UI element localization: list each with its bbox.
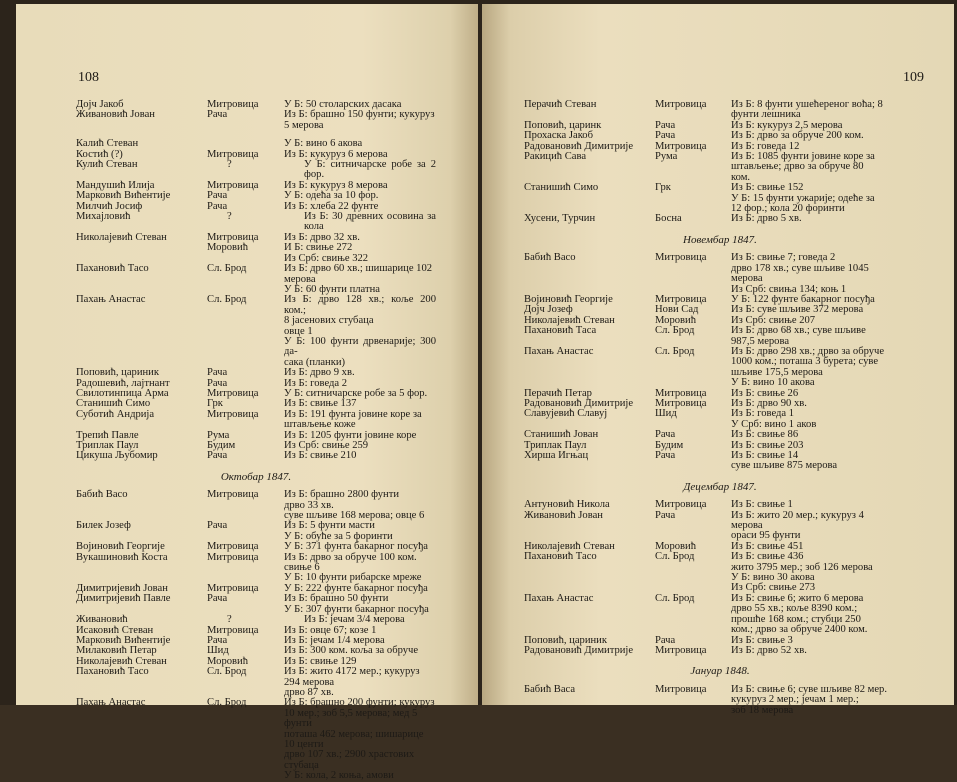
trader-name: Милаковић Петар [76, 645, 157, 657]
goods-description: Из Б: дрво за обруче 100 ком. свиње 6 [284, 551, 417, 574]
trader-name: Триплак Паул [524, 439, 587, 451]
ledger-row [524, 646, 916, 656]
trader-name: Живановић [76, 614, 128, 626]
goods-description: У Б: 100 фунти дрвенарије; 300 да- сака (планки) [284, 335, 436, 368]
goods-description: Из Б: брашно 50 фунти [284, 593, 389, 605]
trader-name: Перачић Петар [524, 387, 592, 399]
trader-name: Хирша Игњац [524, 450, 589, 461]
goods-description: У Б: одећа за 10 фор. [284, 190, 379, 202]
goods-description: Из Б: дрво 298 хв.; дрво за обруче 1000 ком.; поташа 3 бурета; суве шљиве 175,5 мерова У Б: вино 10 акова [731, 345, 885, 389]
goods-description: У Б: 60 фунти платна [284, 283, 380, 295]
ledger-row [76, 233, 436, 243]
ledger-row [76, 295, 436, 337]
trader-name: Радовановић Димитрије [524, 644, 634, 656]
trader-place: Рача [207, 377, 228, 389]
trader-place: Рача [655, 429, 676, 441]
goods-description: У Б: 222 фунте бакарног посуђа [284, 582, 428, 594]
goods-description: Из Б: 191 фунта јовине коре за штављење коже [284, 408, 422, 431]
trader-place: Сл. Брод [655, 325, 695, 337]
goods-description: Из Б: свиње 436 жито 3795 мер.; зоб 126 мерова У Б: вино 30 акова Из Срб: свиње 273 [731, 551, 873, 594]
trader-place: Рача [207, 634, 228, 646]
trader-place: Митровица [655, 644, 707, 656]
trader-name: Пахановић Тасо [76, 666, 149, 678]
trader-place: Нови Сад [655, 304, 699, 316]
trader-name: Кулић Стеван [76, 159, 138, 171]
trader-place: Шид [207, 645, 229, 657]
trader-place: Моровић [207, 242, 249, 254]
trader-place: Митровица [207, 387, 259, 399]
month-heading: Новембар 1847. [683, 233, 757, 246]
goods-description: Из Б: дрво 90 хв. [731, 397, 807, 409]
trader-name: Славујевић Славуј [524, 408, 608, 420]
goods-description: У Б: 10 фунти рибарске мреже [284, 572, 422, 584]
trader-name: Бабић Васа [524, 683, 576, 695]
ledger-row [524, 326, 916, 347]
trader-name: Војиновић Георгије [76, 541, 165, 553]
ledger-row [76, 368, 436, 378]
trader-place: Митровица [207, 582, 259, 594]
goods-description: Из Б: жито 20 мер.; кукуруз 4 мерова ораси 95 фунти [731, 509, 864, 542]
goods-description: Из Б: дрво 9 хв. [284, 367, 355, 379]
trader-place: Рача [207, 520, 228, 532]
trader-name: Марковић Вићентије [76, 634, 171, 646]
trader-place: Митровица [655, 99, 707, 110]
trader-name: Радошевић, лајтнант [76, 377, 170, 389]
trader-place: Митровица [207, 541, 259, 553]
trader-name: Свилотинпица Арма [76, 387, 169, 399]
trader-place: Рума [655, 151, 678, 163]
trader-name: Станишић Јован [524, 429, 599, 441]
trader-name: Пахањ Анастас [76, 697, 146, 709]
trader-name: Милчић Јосиф [76, 200, 143, 212]
trader-name: Пахањ Анастас [524, 592, 594, 604]
ledger-row [76, 160, 436, 181]
goods-description: Из Срб: свиње 259 [284, 440, 369, 451]
page-number: 109 [903, 70, 924, 85]
trader-place: Будим [207, 440, 236, 451]
trader-place: Рача [207, 200, 228, 212]
trader-name: Ракицић Сава [524, 151, 587, 163]
trader-place: Будим [655, 439, 684, 451]
trader-place: ? [227, 211, 232, 223]
ledger-row [524, 100, 916, 121]
trader-name: Костић (?) [76, 148, 123, 160]
trader-name: Трепић Павле [76, 429, 139, 441]
ledger-row [76, 264, 436, 285]
trader-place: Рача [655, 634, 676, 646]
trader-name: Поповић, цариник [76, 367, 160, 379]
goods-description: У Б: вино 6 акова [284, 138, 363, 150]
trader-name: Станишић Симо [76, 398, 151, 410]
trader-name: Билек Јозеф [76, 520, 131, 532]
trader-place: Митровица [655, 683, 707, 695]
goods-description: У Б: 371 фунта бакарног посуђа [284, 541, 428, 553]
trader-name: Дојч Јакоб [76, 99, 124, 110]
goods-description: Из Б: свиње 14 суве шљиве 875 мерова [731, 450, 838, 472]
goods-description: Из Б: жито 4172 мер.; кукуруз 294 мерова дрво 87 хв. [284, 666, 420, 698]
page-number: 108 [78, 70, 99, 85]
trader-place: Шид [655, 408, 677, 420]
trader-name: Дојч Јозеф [524, 304, 573, 316]
ledger-row [76, 243, 436, 253]
trader-name: Димитријевић Јован [76, 582, 168, 594]
trader-name: Живановић Јован [524, 509, 603, 521]
ledger-row [524, 253, 916, 295]
trader-name: Поповић, царинк [524, 119, 602, 131]
trader-place: ? [227, 159, 232, 171]
trader-name: Вукашиновић Коста [76, 551, 168, 563]
ledger-row [524, 594, 916, 636]
goods-description: Из Б: дрво 32 хв. [284, 231, 360, 243]
goods-description: Из Б: дрво за обруче 200 ком. [731, 130, 864, 142]
ledger-row [524, 183, 916, 214]
goods-description: Из Б: свиње 1 [731, 499, 793, 511]
trader-place: Рача [207, 450, 228, 462]
goods-description: Из Б: свиње 451 [731, 540, 804, 552]
trader-place: Сл. Брод [207, 294, 247, 306]
trader-name [76, 337, 207, 368]
goods-description: Из Б: 30 древних осовина за кола [304, 211, 436, 233]
goods-description: Из Б: 8 фунти ушећереног воћа; 8 фунти лешника [731, 99, 883, 121]
trader-name: Николајевић Стеван [76, 231, 167, 243]
trader-place [207, 605, 284, 615]
goods-description: Из Срб: свиње 207 [731, 314, 816, 326]
trader-place [207, 771, 284, 781]
trader-name: Калић Стеван [76, 138, 139, 150]
trader-place: Митровица [207, 489, 259, 501]
trader-name: Пахањ Анастас [524, 345, 594, 357]
trader-name: Цикуша Љубомир [76, 450, 158, 462]
trader-place: Рача [655, 130, 676, 142]
trader-name: Мандушић Илија [76, 179, 155, 191]
trader-name: Пахановић Таса [524, 325, 597, 337]
trader-name: Живановић Јован [76, 109, 155, 121]
trader-name: Михајловић [76, 211, 131, 223]
trader-place: ? [227, 614, 232, 626]
trader-place: Митровица [655, 387, 707, 399]
trader-name: Радовановић Димитрије [524, 397, 634, 409]
trader-name: Пахановић Тасо [76, 263, 149, 275]
trader-name: Пахањ Анастас [76, 294, 146, 306]
trader-place: Митровица [207, 624, 259, 636]
ledger-row [76, 337, 436, 368]
goods-description: Из Б: брашно 200 фунти; кукуруз 10 мер.; зоб 5,5 мерова; мед 5 фунти поташа 462 мерова; шишарице 10 центи дрво 107 хв.; 2900 храстових стубаца [284, 697, 435, 771]
goods-description: У Б: кола, 2 коња, амови [284, 770, 394, 782]
trader-place: Босна [655, 213, 682, 225]
goods-description: Из Б: дрво 5 хв. [731, 213, 802, 225]
goods-description: У Б: обуће за 5 форинти [284, 530, 393, 542]
goods-description: Из Б: говеда 2 [284, 377, 348, 389]
trader-place: Митровица [207, 551, 259, 563]
trader-name: Исаковић Стеван [76, 624, 154, 636]
ledger-entries [76, 100, 436, 782]
trader-place: Митровица [655, 499, 707, 511]
goods-description: Из Б: 5 фунти масти [284, 520, 375, 532]
goods-description: Из Б: свиње 152 У Б: 15 фунти ужарије; одеће за 12 фор.; кола 20 форинти [731, 182, 875, 215]
goods-description: Из Б: свиње 210 [284, 450, 357, 462]
ledger-row [524, 451, 916, 472]
trader-place: Рача [655, 119, 676, 131]
trader-place: Сл. Брод [655, 551, 695, 563]
trader-place: Сл. Брод [207, 263, 247, 275]
goods-description: Из Б: свиње 26 [731, 387, 799, 399]
goods-description: Из Б: свиње 6; жито 6 мерова дрво 55 хв.; коље 8390 ком.; прошће 168 ком.; стубци 250 ком.; дрво за обруче 2400 ком. [731, 592, 868, 636]
ledger-row [524, 552, 916, 594]
goods-description: Из Б: говеда 12 [731, 140, 800, 152]
trader-name: Димитријевић Павле [76, 593, 171, 605]
trader-place: Рача [655, 509, 676, 521]
trader-place: Рача [207, 593, 228, 605]
goods-description: У Б: 307 фунти бакарног посуђа [284, 603, 429, 615]
trader-name [76, 771, 207, 781]
goods-description: Из Б: свиње 203 [731, 439, 804, 451]
goods-description: У Б: ситничарске робе за 2 фор. [304, 159, 436, 181]
goods-description: Из Б: кукуруз 2,5 мерова [731, 119, 843, 131]
trader-name: Прохаска Јакоб [524, 130, 593, 142]
goods-description: У Б: 50 столарских дасака [284, 99, 402, 110]
trader-place: Рума [207, 429, 230, 441]
goods-description: У Б: 122 фунте бакарног посуђа [731, 293, 875, 305]
trader-name: Николајевић Стеван [524, 540, 615, 552]
trader-name: Суботић Андрија [76, 408, 155, 420]
trader-place: Митровица [207, 231, 259, 243]
trader-name: Пахановић Тасо [524, 551, 597, 563]
month-heading: Октобар 1847. [220, 470, 292, 483]
trader-name: Бабић Васо [524, 252, 576, 264]
trader-name: Радовановић Димитрије [524, 140, 634, 152]
goods-description: Из Б: јечам 3/4 мерова [304, 614, 405, 626]
trader-name: Поповић, цариник [524, 634, 608, 646]
ledger-row [524, 511, 916, 542]
trader-place: Рача [207, 190, 228, 202]
goods-description: Из Б: брашно 150 фунти; кукуруз 5 мерова [284, 109, 435, 131]
goods-description: Из Срб: свиње 322 [284, 252, 369, 264]
trader-name: Перачић Стеван [524, 99, 597, 110]
ledger-row [76, 553, 436, 574]
ledger-row [524, 685, 916, 716]
goods-description: Из Б: хлеба 22 фунте [284, 200, 379, 212]
goods-description: Из Б: свиње 6; суве шљиве 82 мер. кукуруз 2 мер.; јечам 1 мер.; зоб 18 мерова [731, 683, 887, 716]
trader-place: Митровица [655, 140, 707, 152]
trader-place: Сл. Брод [207, 666, 247, 678]
trader-place: Рача [207, 367, 228, 379]
trader-name: Николајевић Стеван [76, 655, 167, 667]
goods-description: Из Б: дрво 128 хв.; коље 200 ком.; 8 јасенових стубаца овце 1 [284, 294, 436, 337]
left-page [16, 4, 478, 782]
goods-description: Из Б: кукуруз 6 мерова [284, 148, 388, 160]
goods-description: Из Б: дрво 68 хв.; суве шљиве 987,5 мерова [731, 325, 866, 347]
goods-description: Из Б: свиње 3 [731, 634, 793, 646]
trader-place: Митровица [655, 397, 707, 409]
goods-description: Из Б: 300 ком. коља за обруче [284, 645, 419, 657]
ledger-row [76, 451, 436, 461]
goods-description: Из Б: јечам 1/4 мерова [284, 634, 385, 646]
trader-name: Николајевић Стеван [524, 314, 615, 326]
goods-description: Из Б: свиње 86 [731, 429, 799, 441]
trader-place: Грк [207, 398, 223, 410]
ledger-row [76, 490, 436, 521]
goods-description: Из Б: 1085 фунти јовине коре за штављење; дрво за обруче 80 ком. [731, 151, 875, 183]
right-page [482, 4, 954, 716]
trader-name [76, 243, 207, 253]
trader-place: Моровић [655, 314, 697, 326]
trader-place: Митровица [655, 293, 707, 305]
trader-name: Антуновић Никола [524, 499, 610, 511]
ledger-entries [524, 100, 916, 716]
trader-place: Митровица [207, 179, 259, 191]
goods-description: Из Б: суве шљиве 372 мерова [731, 304, 864, 316]
trader-name: Станишић Симо [524, 182, 599, 194]
trader-place: Митровица [207, 99, 259, 110]
ledger-row [524, 152, 916, 183]
goods-description: Из Б: свиње 7; говеда 2 дрво 178 хв.; суве шљиве 1045 мерова Из Срб: свиња 134; коњ 1 [731, 252, 869, 295]
trader-name: Бабић Васо [76, 489, 128, 501]
goods-description: Из Б: брашно 2800 фунти дрво 33 хв. суве шљиве 168 мерова; овце 6 [284, 489, 425, 522]
goods-description: У Б: ситничарске робе за 5 фор. [284, 387, 428, 399]
ledger-row [524, 409, 916, 430]
ledger-row [76, 615, 436, 625]
trader-place: Митровица [207, 148, 259, 160]
trader-name: Марковић Вићентије [76, 190, 171, 202]
trader-place: Рача [655, 450, 676, 461]
trader-place: Грк [655, 182, 671, 194]
ledger-row [76, 212, 436, 233]
trader-place: Моровић [655, 540, 697, 552]
trader-place: Моровић [207, 655, 249, 667]
trader-place: Рача [207, 109, 228, 121]
goods-description: И Б: свиње 272 [284, 242, 353, 254]
trader-name: Триплак Паул [76, 440, 139, 451]
goods-description: Из Б: дрво 60 хв.; шишарице 102 мерова [284, 263, 433, 285]
trader-place: Митровица [655, 252, 707, 264]
trader-name: Хусени, Турчин [524, 213, 596, 225]
goods-description: Из Б: свиње 137 [284, 398, 357, 410]
ledger-row [76, 698, 436, 771]
trader-place [207, 337, 284, 368]
goods-description: Из Б: свиње 129 [284, 655, 357, 667]
goods-description: Из Б: овце 67; козе 1 [284, 624, 377, 636]
ledger-row [76, 110, 436, 131]
ledger-row [76, 771, 436, 781]
trader-place: Сл. Брод [655, 345, 695, 357]
goods-description: Из Б: 1205 фунти јовине коре [284, 429, 417, 441]
trader-place: Сл. Брод [655, 592, 695, 604]
goods-description: Из Б: говеда 1 У Срб: вино 1 аков [731, 408, 817, 430]
ledger-row [76, 667, 436, 698]
ledger-row [76, 410, 436, 431]
trader-place: Сл. Брод [207, 697, 247, 709]
month-heading: Јануар 1848. [690, 665, 750, 678]
goods-description: Из Б: кукуруз 8 мерова [284, 179, 388, 191]
ledger-row [524, 214, 916, 224]
trader-name: Војиновић Георгије [524, 293, 613, 305]
ledger-row [524, 347, 916, 389]
trader-place: Митровица [207, 408, 259, 420]
goods-description: Из Б: дрво 52 хв. [731, 644, 807, 656]
month-heading: Децембар 1847. [683, 480, 757, 493]
